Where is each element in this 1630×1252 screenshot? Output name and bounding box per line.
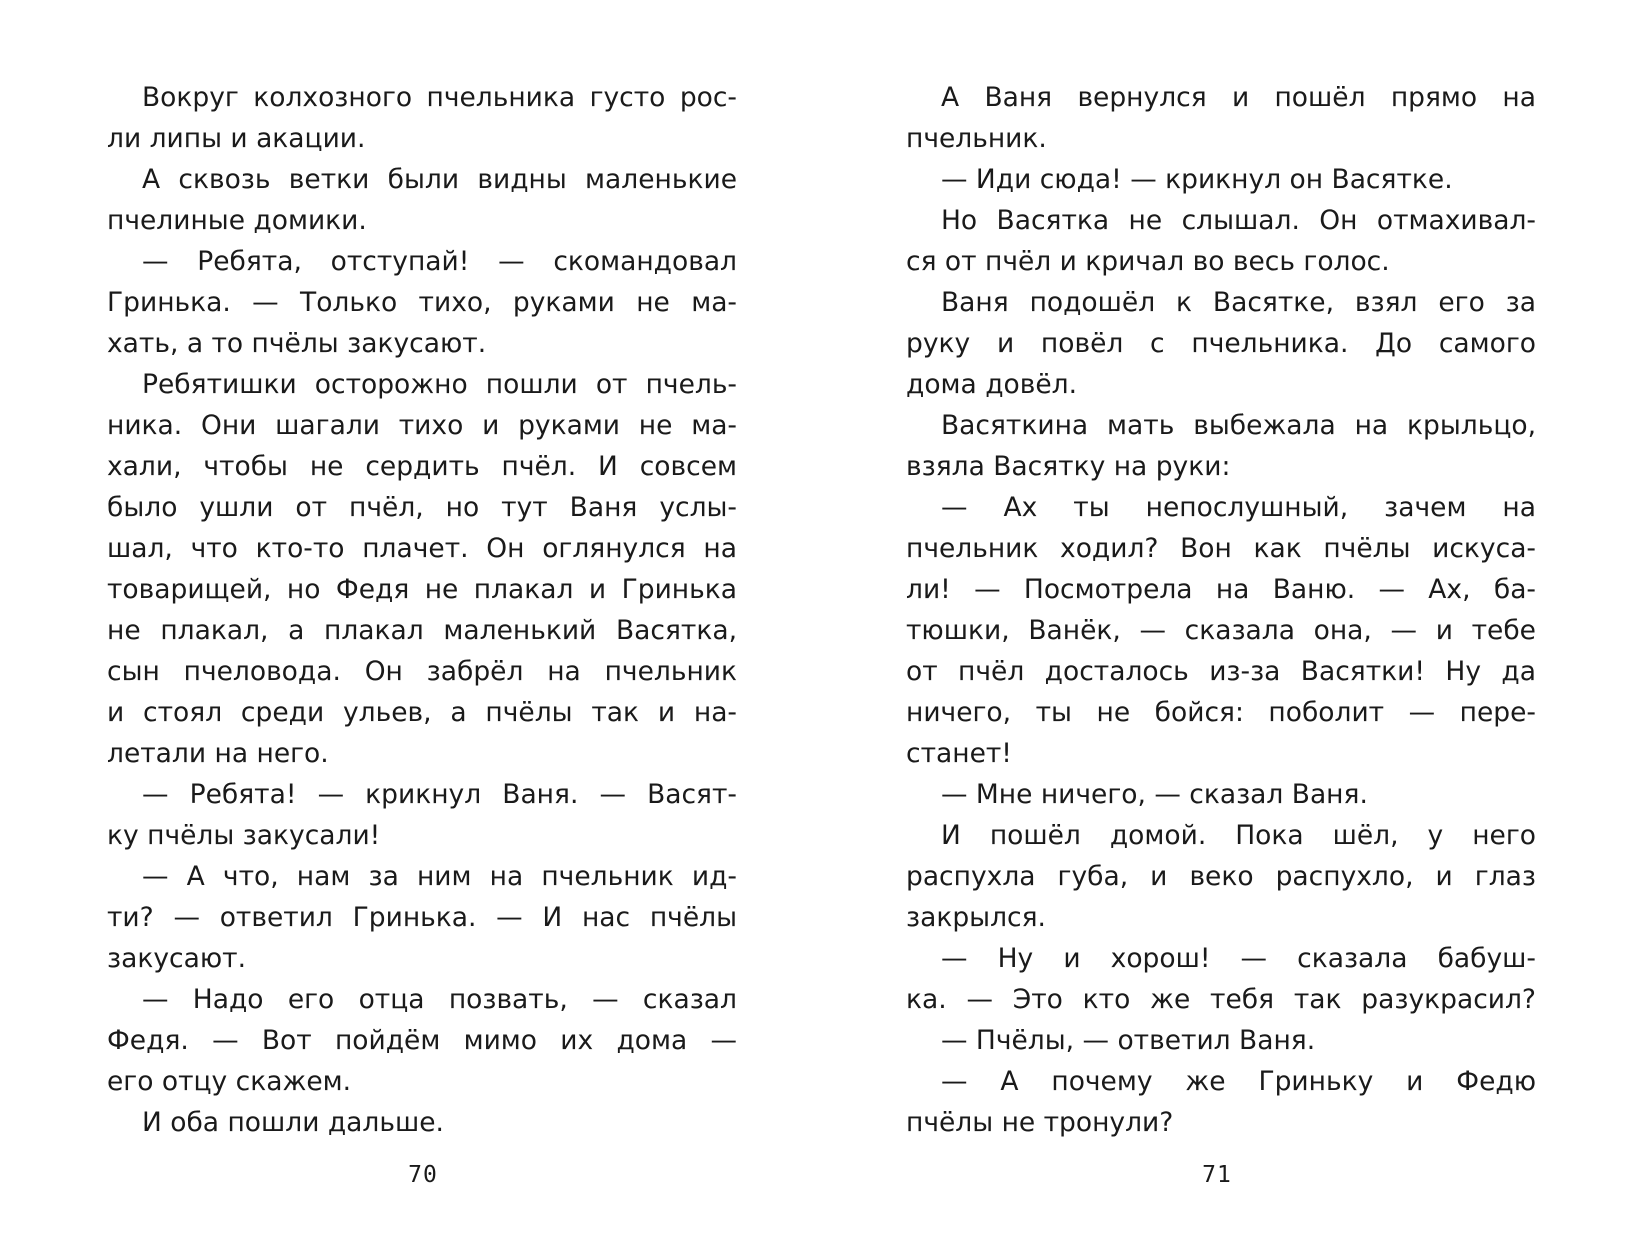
text-line: взяла Васятку на руки: bbox=[906, 451, 1231, 482]
text-line: — Надо его отца позвать, — сказал bbox=[142, 984, 737, 1015]
text-line: — Ребята! — крикнул Ваня. — Васят- bbox=[142, 779, 737, 810]
text-line: А сквозь ветки были видны маленькие bbox=[142, 164, 737, 195]
text-line: хали, чтобы не сердить пчёл. И совсем bbox=[107, 451, 737, 482]
text-line: — Ах ты непослушный, зачем на bbox=[941, 492, 1536, 523]
text-line: ли! — Посмотрела на Ваню. — Ах, ба- bbox=[906, 574, 1536, 605]
text-line: Вокруг колхозного пчельника густо рос- bbox=[142, 82, 737, 113]
text-line: руку и повёл с пчельника. До самого bbox=[906, 328, 1536, 359]
text-line: закрылся. bbox=[906, 902, 1046, 933]
text-line: не плакал, а плакал маленький Васятка, bbox=[107, 615, 737, 646]
text-line: пчельник ходил? Вон как пчёлы искуса- bbox=[906, 533, 1536, 564]
text-line: А Ваня вернулся и пошёл прямо на bbox=[941, 82, 1536, 113]
text-line: — Ну и хорош! — сказала бабуш- bbox=[941, 943, 1536, 974]
text-line: закусают. bbox=[107, 943, 246, 974]
text-line: ли липы и акации. bbox=[107, 123, 366, 154]
text-line: Ребятишки осторожно пошли от пчель- bbox=[142, 369, 737, 400]
text-line: — Пчёлы, — ответил Ваня. bbox=[941, 1025, 1316, 1056]
text-line: — Ребята, отступай! — скомандовал bbox=[142, 246, 737, 277]
text-line: дома довёл. bbox=[906, 369, 1078, 400]
page-number-right: 71 bbox=[1202, 1162, 1232, 1188]
text-line: Ваня подошёл к Васятке, взял его за bbox=[941, 287, 1536, 318]
text-line: пчелиные домики. bbox=[107, 205, 367, 236]
text-line: пчёлы не тронули? bbox=[906, 1107, 1174, 1138]
text-line: ка. — Это кто же тебя так разукрасил? bbox=[906, 984, 1536, 1015]
text-line: было ушли от пчёл, но тут Ваня услы- bbox=[107, 492, 737, 523]
text-line: пчельник. bbox=[906, 123, 1047, 154]
text-line: станет! bbox=[906, 738, 1012, 769]
text-line: Но Васятка не слышал. Он отмахивал- bbox=[941, 205, 1536, 236]
text-line: ся от пчёл и кричал во весь голос. bbox=[906, 246, 1390, 277]
text-line: ку пчёлы закусали! bbox=[107, 820, 381, 851]
text-line: Федя. — Вот пойдём мимо их дома — bbox=[107, 1025, 737, 1056]
text-line: и стоял среди ульев, а пчёлы так и на- bbox=[107, 697, 737, 728]
text-line: ти? — ответил Гринька. — И нас пчёлы bbox=[107, 902, 737, 933]
text-line: хать, а то пчёлы закусают. bbox=[107, 328, 487, 359]
text-line: ника. Они шагали тихо и руками не ма- bbox=[107, 410, 737, 441]
text-line: летали на него. bbox=[107, 738, 329, 769]
left-page-text bbox=[107, 77, 737, 1143]
text-line: — Иди сюда! — крикнул он Васятке. bbox=[941, 164, 1453, 195]
page-number-left: 70 bbox=[408, 1162, 438, 1188]
text-line: шал, что кто-то плачет. Он оглянулся на bbox=[107, 533, 737, 564]
text-line: Гринька. — Только тихо, руками не ма- bbox=[107, 287, 737, 318]
text-line: Васяткина мать выбежала на крыльцо, bbox=[941, 410, 1536, 441]
right-page-text bbox=[906, 77, 1536, 1143]
text-line: — А почему же Гриньку и Федю bbox=[941, 1066, 1536, 1097]
text-line: его отцу скажем. bbox=[107, 1066, 352, 1097]
text-line: тюшки, Ванёк, — сказала она, — и тебе bbox=[906, 615, 1536, 646]
text-line: сын пчеловода. Он забрёл на пчельник bbox=[107, 656, 737, 687]
text-line: И пошёл домой. Пока шёл, у него bbox=[941, 820, 1536, 851]
text-line: ничего, ты не бойся: поболит — пере- bbox=[906, 697, 1536, 728]
text-line: товарищей, но Федя не плакал и Гринька bbox=[107, 574, 737, 605]
text-line: — А что, нам за ним на пчельник ид- bbox=[142, 861, 737, 892]
text-line: от пчёл досталось из-за Васятки! Ну да bbox=[906, 656, 1536, 687]
text-line: — Мне ничего, — сказал Ваня. bbox=[941, 779, 1368, 810]
text-line: распухла губа, и веко распухло, и глаз bbox=[906, 861, 1536, 892]
text-line: И оба пошли дальше. bbox=[142, 1107, 444, 1138]
